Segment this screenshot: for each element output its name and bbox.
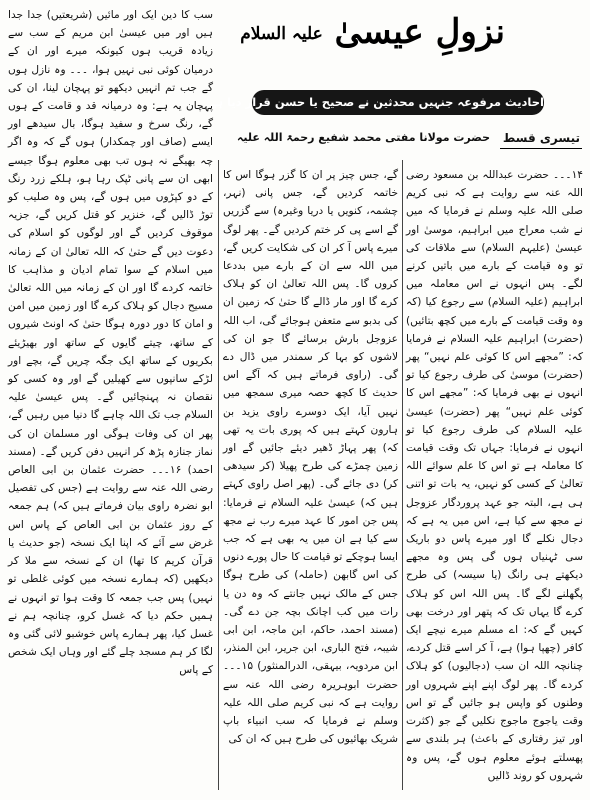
column-divider: [218, 160, 219, 790]
column-divider: [402, 160, 403, 790]
article-title: [240, 6, 505, 62]
title-main: نزولِ عیسیٰ: [334, 12, 505, 52]
right-column: [406, 166, 583, 794]
middle-column: [223, 166, 398, 794]
installment-underline: [500, 148, 582, 149]
left-column-text: سب کا دین ایک اور مائیں (شریعتیں) جدا جدا ہیں اور میں عیسیٰ ابن مریم کے سب سے زیادہ قریب ہوں کیونکہ میرے اور ان کے درمیان کوئی نبی نہیں ہوا، ۔۔۔ وہ نازل ہوں گے جب تم انہیں دیکھو تو پہچان لینا، ان کی پہچان یہ ہے: وہ درمیانہ قد و قامت کے ہوں گے، رنگ سرخ و سفید ہوگا، بال سیدھے اور ایسے (صاف اور چمکدار) ہوں گے کہ وہ اگر چہ بھیگے نہ ہوں تب بھی معلوم ہوگا جیسے ابھی ان سے پانی ٹپک رہا ہو، ہلکے زرد رنگ کے دو کپڑوں میں ہوں گے، پس وہ صلیب کو توڑ ڈالیں گے، خنزیر کو قتل کریں گے، جزیہ موقوف کردیں گے اور لوگوں کو اسلام کی دعوت دیں گے حتیٰ کہ اللہ تعالیٰ ان کے زمانہ میں اسلام کے سوا تمام ادیان و مذاہب کا خاتمہ کردے گا اور ان کے زمانہ میں اللہ تعالیٰ مسیح دجال کو ہلاک کرے گا اور زمین میں امن و امان کا دور دورہ ہوگا حتیٰ کہ اونٹ شیروں کے ساتھ، چیتے گایوں کے ساتھ اور بھیڑیئے بکریوں کے ساتھ ایک جگہ چریں گے، بچے اور لڑکے سانپوں سے کھیلیں گے اور وہ کسی کو نقصان نہ پہنچائیں گے۔ پس عیسیٰ علیہ السلام جب تک اللہ چاہے گا دنیا میں رہیں گے، پھر ان کی وفات ہوگی اور مسلمان ان کی نماز جنازہ پڑھ کر انہیں دفن کریں گے۔ (مسند احمد) ۱۶۔۔۔ حضرت عثمان بن ابی العاص رضی اللہ عنہ سے روایت ہے (جس کی تفصیل ابو نضرہ راوی بیان فرماتے ہیں کہ) ہم جمعہ کے روز عثمان بن ابی العاص کے پاس اس غرض سے آئے کہ اپنا ایک نسخہ (جو حدیث یا قرآن کریم کا تھا) ان کے نسخہ سے ملا کر دیکھیں (کہ ہمارے نسخہ میں کوئی غلطی تو نہیں) پس جب جمعہ کا وقت ہوا تو انہوں نے ہمیں حکم دیا کہ غسل کرو، چنانچہ ہم نے غسل کیا، پھر ہمارے پاس خوشبو لائی گئی وہ لگا کر ہم مسجد چلے گئے اور وہاں ایک شخص کے پاس: [8, 9, 213, 677]
title-suffix: علیہ السلام: [240, 24, 323, 44]
middle-column-text: گے، جس چیز پر ان کا گزر ہوگا اس کا خاتمہ کردیں گے، جس پانی (نہر، چشمہ، کنویں یا دریا وغیرہ) سے گزریں گے اسے پی کر ختم کردیں گے۔ پھر لوگ میرے پاس آ کر ان کی شکایت کریں گے، میں اللہ سے ان کے بارے میں بددعا کروں گا۔ پس اللہ تعالیٰ ان کو ہلاک کرے گا اور مار ڈالے گا حتیٰ کہ زمین ان کی بدبو سے متعفن ہوجائے گی، اب اللہ عزوجل بارش برسائے گا جو ان کی لاشوں کو بہا کر سمندر میں ڈال دے گی۔ (راوی فرماتے ہیں کہ آگے اس حدیث کا کچھ حصہ میری سمجھ میں نہیں آیا، ایک دوسرے راوی یزید بن ہارون کہتے ہیں کہ پوری بات یہ تھی کہ) پھر پہاڑ ڈھیر دیئے جائیں گے اور زمین چمڑے کی طرح پھیلا (کر سیدھی کر) دی جائے گی۔ (پھر اصل راوی کہتے ہیں کہ) عیسیٰ علیہ السلام نے فرمایا: پس جن امور کا عہد میرے رب نے مجھ سے کیا ہے ان میں یہ بھی ہے کہ جب ایسا ہوچکے تو قیامت کا حال پورے دنوں کی اس گابھن (حاملہ) کی طرح ہوگا جس کے مالک نہیں جانتے کہ وہ دن یا رات میں کب اچانک بچہ جن دے گی۔ (مسند احمد، حاکم، ابن ماجہ، ابن ابی شیبہ، فتح الباری، ابن جریر، ابن المنذر، ابن مردویہ، بیہقی، الدرالمنثور) ۱۵۔۔۔ حضرت ابوہریرہ رضی اللہ عنہ سے روایت ہے کہ نبی کریم صلی اللہ علیہ وسلم نے فرمایا کہ سب انبیاء باپ شریک بھائیوں کی طرح ہیں کہ ان کی: [223, 169, 398, 746]
left-column: [8, 6, 213, 794]
right-column-text: ۱۴۔۔۔ حضرت عبداللہ بن مسعود رضی اللہ عنہ سے روایت ہے کہ نبی کریم صلی اللہ علیہ وسلم نے فرمایا کہ میں نے شب معراج میں ابراہیم، موسیٰ اور عیسیٰ (علیہم السلام) سے ملاقات کی تو وہ قیامت کے بارے میں باتیں کرنے لگے۔ پس انہوں نے اس معاملہ میں ابراہیم (علیہ السلام) سے رجوع کیا (کہ وہ وقت قیامت کے بارے میں کچھ بتائیں) (حضرت) ابراہیم علیہ السلام نے فرمایا کہ: ”مجھے اس کا کوئی علم نہیں“ پھر (حضرت) موسیٰ کی طرف رجوع کیا تو انہوں نے بھی فرمایا کہ: ”مجھے اس کا کوئی علم نہیں“ پھر (حضرت) عیسیٰ علیہ السلام کی طرف رجوع کیا تو انہوں نے فرمایا: جہاں تک وقت قیامت کا معاملہ ہے تو اس کا علم سوائے اللہ تعالیٰ کے کسی کو نہیں، یہ بات تو اتنی ہی ہے، البتہ جو عہد پروردگار عزوجل نے مجھ سے کیا ہے، اس میں یہ ہے کہ دجال نکلے گا اور میرے پاس دو باریک سی ٹہنیاں ہوں گی پس وہ مجھے دیکھتے ہی رانگ (یا سیسہ) کی طرح پگھلنے لگے گا۔ پس اللہ اس کو ہلاک کرے گا یہاں تک کہ پتھر اور درخت بھی کہیں گے کہ: اے مسلم میرے نیچے ایک کافر (چھپا ہوا) ہے، آ کر اسے قتل کردے، چنانچہ اللہ ان سب (دجالیوں) کو ہلاک کردے گا۔ پھر لوگ اپنے اپنے شہروں اور وطنوں کو واپس ہو جائیں گے تو اس وقت یاجوج ماجوج نکلیں گے جو (کثرت اور تیز رفتاری کے باعث) ہر بلندی سے پھسلتے ہوئے معلوم ہوں گے، پس وہ شہروں کو روند ڈالیں: [406, 169, 583, 782]
installment-label: تیسری قسط: [502, 131, 580, 145]
subtitle-banner: احادیث مرفوعہ جنہیں محدثین نے صحیح یا حسن قرار دیا ہے: [252, 90, 544, 115]
author-byline: حضرت مولانا مفتی محمد شفیع رحمۃ اللہ علیہ: [236, 131, 490, 144]
